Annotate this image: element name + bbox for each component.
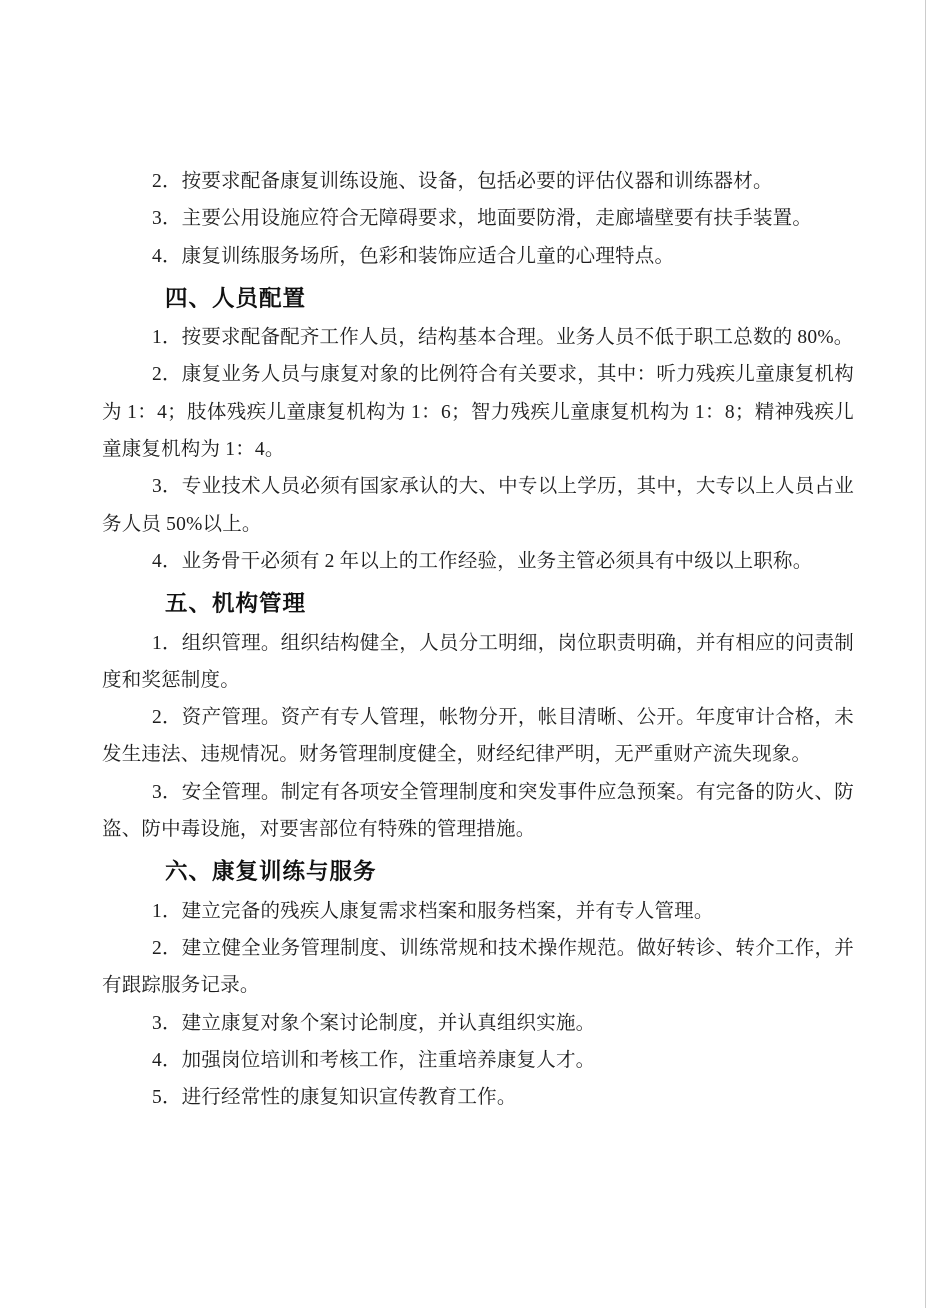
- section-heading-4: 四、人员配置: [165, 285, 307, 311]
- paragraph: 2．康复业务人员与康复对象的比例符合有关要求，其中：听力残疾儿童康复机构为 1：4；肢体残疾儿童康复机构为 1：6；智力残疾儿童康复机构为 1：8；精神残疾儿童康复机构为 1：4。: [102, 364, 854, 461]
- paragraph: 2．建立健全业务管理制度、训练常规和技术操作规范。做好转诊、转介工作，并有跟踪服务记录。: [102, 937, 854, 997]
- paragraph: 3．主要公用设施应符合无障碍要求，地面要防滑，走廊墙壁要有扶手装置。: [152, 208, 813, 230]
- paragraph: 3．建立康复对象个案讨论制度，并认真组织实施。: [152, 1012, 596, 1034]
- document-body: [102, 163, 854, 1116]
- paragraph: 4．业务骨干必须有 2 年以上的工作经验，业务主管必须具有中级以上职称。: [152, 550, 813, 572]
- section-heading-6: 六、康复训练与服务: [165, 859, 377, 885]
- section-heading-5: 五、机构管理: [165, 591, 307, 617]
- scan-edge-line: [925, 0, 926, 1308]
- paragraph: 1．建立完备的残疾人康复需求档案和服务档案，并有专人管理。: [152, 900, 714, 922]
- paragraph: 3．专业技术人员必须有国家承认的大、中专以上学历，其中，大专以上人员占业务人员 50%以上。: [102, 476, 854, 535]
- paragraph: 2．按要求配备康复训练设施、设备，包括必要的评估仪器和训练器材。: [152, 171, 773, 192]
- paragraph: 4．康复训练服务场所，色彩和装饰应适合儿童的心理特点。: [152, 245, 675, 267]
- paragraph: 4．加强岗位培训和考核工作，注重培养康复人才。: [152, 1049, 596, 1071]
- paragraph: 2．资产管理。资产有专人管理，帐物分开，帐目清晰、公开。年度审计合格，未发生违法、违规情况。财务管理制度健全，财经纪律严明，无严重财产流失现象。: [102, 707, 854, 766]
- paragraph: 1．组织管理。组织结构健全，人员分工明细，岗位职责明确，并有相应的问责制度和奖惩制度。: [102, 632, 854, 691]
- paragraph: 1．按要求配备配齐工作人员，结构基本合理。业务人员不低于职工总数的 80%。: [152, 327, 854, 349]
- paragraph: 3．安全管理。制定有各项安全管理制度和突发事件应急预案。有完备的防火、防盗、防中毒设施，对要害部位有特殊的管理措施。: [102, 781, 854, 841]
- paragraph: 5．进行经常性的康复知识宣传教育工作。: [152, 1087, 517, 1109]
